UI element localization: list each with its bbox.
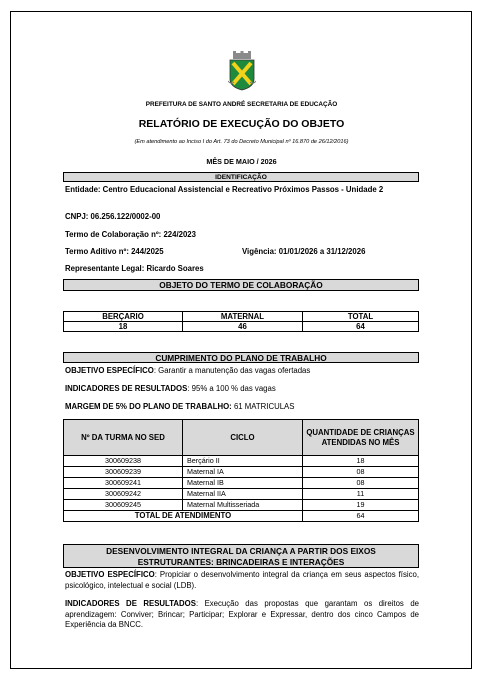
ciclo-cell: Maternal IA [183, 467, 303, 478]
total-label: TOTAL DE ATENDIMENTO [64, 511, 303, 522]
indicadores-dev-label: INDICADORES DE RESULTADOS [65, 599, 196, 608]
table-row [64, 456, 419, 467]
ciclo-cell: Maternal IIA [183, 489, 303, 500]
margem-label: MARGEM DE 5% DO PLANO DE TRABALHO: [65, 402, 232, 411]
objetivo-label: OBJETIVO ESPECÍFICO [65, 366, 154, 375]
indicadores-label: INDICADORES DE RESULTADOS [65, 384, 188, 393]
total-row [64, 511, 419, 522]
objetivo-text: : Garantir a manutenção das vagas ofertadas [153, 366, 311, 375]
report-subtitle: (Em atendimento ao Inciso I do Art. 73 do Decreto Municipal nº 16.870 de 26/12/2016) [134, 139, 349, 145]
section-cumprimento-heading: CUMPRIMENTO DO PLANO DE TRABALHO [63, 352, 419, 363]
ciclo-cell: Maternal Multisseriada [183, 500, 303, 511]
turma-cell: 300609239 [64, 467, 183, 478]
table-row [64, 467, 419, 478]
objetivo-dev-label: OBJETIVO ESPECÍFICO [65, 570, 155, 579]
turmas-table [63, 419, 419, 522]
termo-aditivo-text: Termo Aditivo nº: 244/2025 [65, 247, 164, 256]
representante-text: Representante Legal: Ricardo Soares [65, 264, 204, 273]
col-maternal: MATERNAL [183, 312, 303, 322]
value-total: 64 [303, 322, 419, 332]
quantidade-cell: 11 [303, 489, 419, 500]
objetivo-dev-text: : Propiciar o desenvolvimento integral da criança em seus aspectos físico, psicológico, intelectual e social (LDB). [65, 570, 419, 590]
turma-cell: 300609245 [64, 500, 183, 511]
report-title: RELATÓRIO DE EXECUÇÃO DO OBJETO [138, 118, 345, 130]
total-value: 64 [303, 511, 419, 522]
objetivo-manutencao [65, 366, 310, 375]
margem-text: 61 MATRICULAS [231, 402, 295, 411]
turma-cell: 300609242 [64, 489, 183, 500]
quantidade-cell: 08 [303, 467, 419, 478]
org-name: PREFEITURA DE SANTO ANDRÉ SECRETARIA DE EDUCAÇÃO [145, 101, 338, 108]
margem-plano [65, 402, 294, 411]
desenvolvimento-heading-line1: DESENVOLVIMENTO INTEGRAL DA CRIANÇA A PARTIR DOS EIXOS [106, 546, 376, 556]
cnpj-text: CNPJ: 06.256.122/0002-00 [65, 212, 161, 221]
value-maternal: 46 [183, 322, 303, 332]
value-bercario: 18 [64, 322, 183, 332]
turma-cell: 300609238 [64, 456, 183, 467]
table-row [64, 478, 419, 489]
col-ciclo: CICLO [183, 420, 303, 456]
table-row [64, 500, 419, 511]
vigencia-text: Vigência: 01/01/2026 a 31/12/2026 [242, 247, 366, 256]
ciclo-cell: Maternal IB [183, 478, 303, 489]
indicadores-text: : 95% a 100 % das vagas [187, 384, 276, 393]
col-total: TOTAL [303, 312, 419, 322]
indicadores-vagas [65, 384, 276, 393]
indicadores-dev-text: : Execução das propostas que garantam os direitos de aprendizagem: Conviver; Brincar; Participar; Explorar e Expressar, dentro dos cinco Campos de Experiência da BNCC. [65, 599, 419, 629]
objeto-table [63, 311, 419, 332]
indicadores-desenvolvimento [65, 599, 419, 631]
turma-cell: 300609241 [64, 478, 183, 489]
report-month: MÊS DE MAIO / 2026 [206, 157, 277, 166]
col-turma: Nº DA TURMA NO SED [64, 420, 183, 456]
section-objeto-heading: OBJETO DO TERMO DE COLABORAÇÃO [63, 279, 419, 291]
ciclo-cell: Berçário II [183, 456, 303, 467]
termo-colaboracao-text: Termo de Colaboração nº: 224/2023 [65, 230, 196, 239]
section-identificacao-heading: IDENTIFICAÇÃO [63, 172, 419, 182]
entidade-text: Entidade: Centro Educacional Assistencial e Recreativo Próximos Passos - Unidade 2 [65, 185, 384, 194]
desenvolvimento-heading-line2: ESTRUTURANTES: BRINCADEIRAS E INTERAÇÕES [137, 557, 345, 567]
col-quantidade: QUANTIDADE DE CRIANÇAS ATENDIDAS NO MÊS [303, 420, 419, 456]
table-row [64, 489, 419, 500]
col-bercario: BERÇARIO [64, 312, 183, 322]
coat-of-arms-logo [228, 51, 256, 91]
quantidade-cell: 18 [303, 456, 419, 467]
quantidade-cell: 19 [303, 500, 419, 511]
objetivo-desenvolvimento [65, 570, 419, 591]
section-desenvolvimento-heading [63, 544, 419, 568]
quantidade-cell: 08 [303, 478, 419, 489]
